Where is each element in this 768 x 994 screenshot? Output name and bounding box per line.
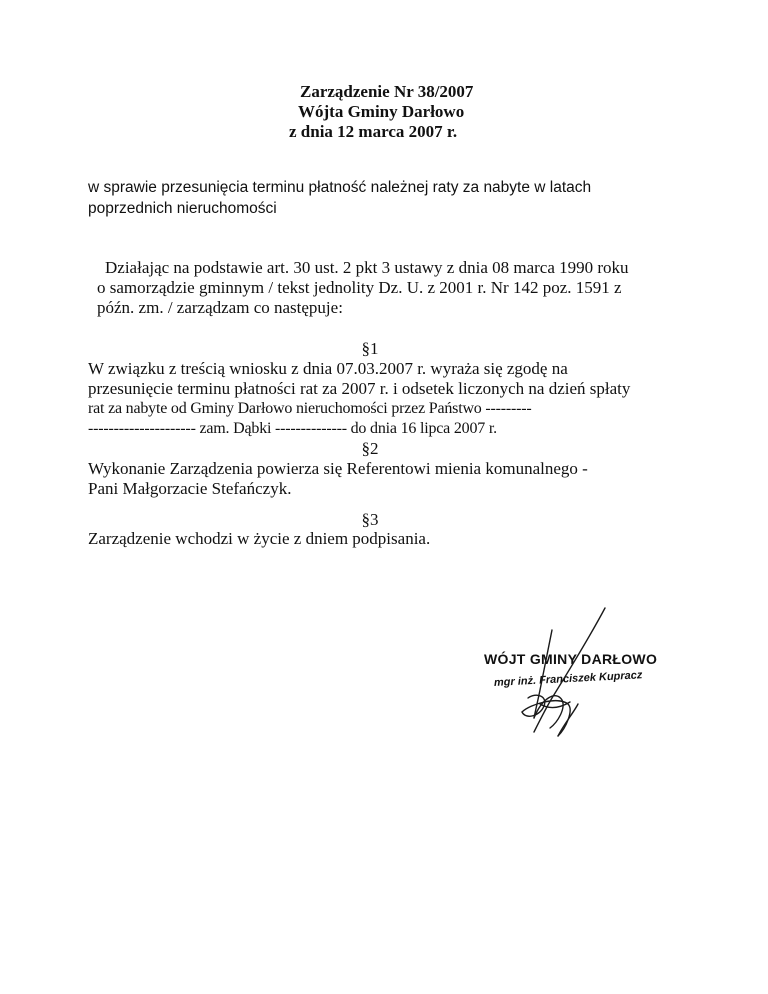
paragraph-line: późn. zm. / zarządzam co następuje: [97, 298, 343, 317]
section-3-heading: §3 [361, 510, 379, 529]
paragraph-line: W związku z treścią wniosku z dnia 07.03.2007 r. wyraża się zgodę na [88, 359, 568, 378]
section-1-body [88, 359, 698, 439]
subject-line: w sprawie przesunięcia terminu płatność należnej raty za nabyte w latach [88, 179, 592, 196]
section-2-heading: §2 [361, 439, 379, 458]
official-stamp [470, 600, 700, 750]
paragraph-line: Wykonanie Zarządzenia powierza się Referentowi mienia komunalnego - [88, 459, 588, 478]
paragraph-line: rat za nabyte od Gminy Darłowo nieruchomości przez Państwo --------- [88, 400, 532, 417]
title-line-date: z dnia 12 marca 2007 r. [289, 122, 458, 141]
paragraph-line: przesunięcie terminu płatności rat za 2007 r. i odsetek liczonych na dzień spłaty [88, 379, 631, 398]
subject-line: poprzednich nieruchomości [88, 200, 277, 217]
document-subject [88, 177, 708, 219]
paragraph-line: Zarządzenie wchodzi w życie z dniem podpisania. [88, 529, 431, 548]
title-line-issuer: Wójta Gminy Darłowo [298, 102, 465, 121]
paragraph-line: --------------------- zam. Dąbki -------------- do dnia 16 lipca 2007 r. [88, 420, 497, 437]
section-2-body [88, 459, 698, 499]
stamp-officer-name: mgr inż. Franciszek Kupracz [493, 669, 643, 689]
section-1-heading: §1 [361, 339, 379, 358]
handwritten-signature [470, 600, 700, 750]
paragraph-line: Pani Małgorzacie Stefańczyk. [88, 479, 292, 498]
paragraph-line: o samorządzie gminnym / tekst jednolity Dz. U. z 2001 r. Nr 142 poz. 1591 z [97, 278, 622, 297]
stamp-office-title: WÓJT GMINY DARŁOWO [484, 651, 658, 667]
document-title [283, 82, 473, 142]
legal-basis-paragraph [88, 258, 698, 318]
title-line-order-number: Zarządzenie Nr 38/2007 [300, 82, 474, 101]
paragraph-line: Działając na podstawie art. 30 ust. 2 pkt 3 ustawy z dnia 08 marca 1990 roku [105, 258, 629, 277]
section-3-body [88, 529, 698, 549]
